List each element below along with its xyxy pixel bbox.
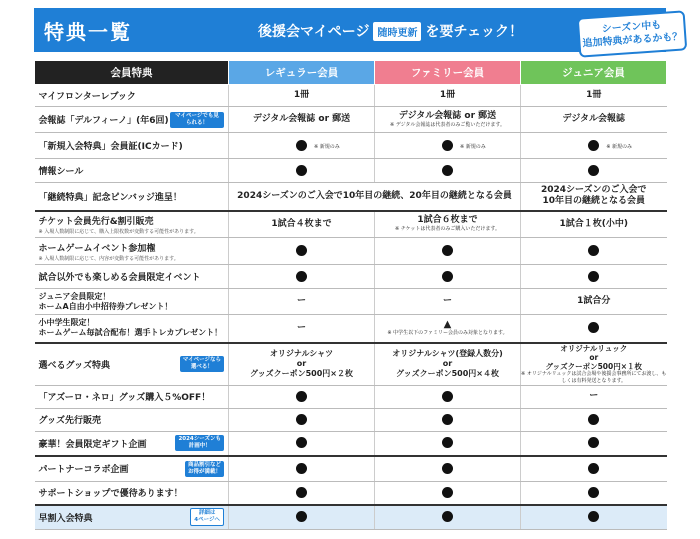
junior-value: 1試合１枚(小中) — [521, 211, 667, 238]
regular-value: ー — [229, 289, 375, 315]
filled-circle-icon — [296, 391, 307, 402]
table-row — [35, 456, 667, 481]
header-banner — [34, 8, 683, 52]
filled-circle-icon — [296, 463, 307, 474]
regular-value — [229, 456, 375, 481]
row-sub-note: ※ 入場人数制限に応じて、購入上限枚数が変動する可能性があります。 — [38, 228, 199, 235]
benefits-table — [34, 60, 667, 530]
regular-value — [229, 505, 375, 529]
family-note: ※ 中学生以下のファミリー会員のみ対象となります。 — [387, 330, 508, 337]
regular-family-value: 2024シーズンのご入会で10年目の継続、20年目の継続となる会員 — [229, 183, 521, 211]
family-value — [375, 505, 521, 529]
regular-line-2: or — [296, 359, 307, 368]
family-line-2: or — [442, 359, 453, 368]
regular-value: ー — [229, 315, 375, 343]
tag-line-1: 詳細は — [198, 510, 216, 517]
tag-line-1: 2024シーズンも — [178, 436, 221, 443]
filled-circle-icon — [442, 437, 453, 448]
family-note: ※ デジタル会報誌は代表者のみご覧いただけます。 — [389, 121, 506, 128]
row-label: 「継続特典」記念ピンバッジ進呈！ — [35, 183, 229, 211]
family-value — [375, 107, 521, 133]
filled-circle-icon — [588, 322, 599, 333]
filled-circle-icon — [588, 165, 599, 176]
row-label: 「アズーロ・ネロ」グッズ購入５%OFF！ — [35, 385, 229, 408]
regular-value — [229, 238, 375, 265]
regular-value — [229, 408, 375, 431]
header-message — [258, 21, 523, 41]
column-header-family: ファミリー会員 — [375, 61, 521, 85]
junior-note: ※ オリジナルリュックは試合会場や後援会事務所にてお渡し、もしくは有料発送となります。 — [521, 370, 667, 384]
regular-line-1: オリジナルシャツ — [269, 349, 334, 358]
family-value — [375, 315, 521, 343]
filled-circle-icon — [296, 487, 307, 498]
partner-tag — [185, 461, 224, 477]
junior-value — [521, 408, 667, 431]
bubble-line-2: 追加特典があるかも？ — [582, 31, 683, 50]
row-label: マイフロンターレブック — [35, 85, 229, 107]
row-label-line-2: ホームゲーム毎試合配布！選手トレカプレゼント！ — [38, 328, 223, 338]
row-label — [35, 238, 229, 265]
family-value — [375, 385, 521, 408]
table-row — [35, 183, 667, 211]
family-note: ※ 新規のみ — [460, 143, 486, 150]
family-note: ※ チケットは代表者のみご購入いただけます。 — [395, 226, 500, 233]
row-label — [35, 211, 229, 238]
junior-value — [521, 315, 667, 343]
family-value-text: デジタル会報誌 or 郵送 — [398, 110, 497, 121]
filled-circle-icon — [588, 437, 599, 448]
column-header-benefit: 会員特典 — [35, 61, 229, 85]
tag-line-1: マイページなら — [182, 357, 221, 363]
family-value — [375, 159, 521, 183]
family-value-text: 1試合６枚まで — [417, 215, 478, 226]
tag-line-2: 選べる！ — [190, 364, 213, 370]
row-label-line-1: ジュニア会員限定！ — [38, 291, 111, 301]
filled-circle-icon — [588, 140, 599, 151]
junior-value — [521, 238, 667, 265]
regular-value — [229, 343, 375, 386]
column-header-regular: レギュラー会員 — [229, 61, 375, 85]
junior-line-3: グッズクーポン500円×１枚 — [545, 361, 643, 371]
bubble-line-1: シーズン中も — [601, 19, 662, 36]
table-row — [35, 85, 667, 107]
row-label: 情報シール — [35, 159, 229, 183]
mypage-tag — [180, 356, 224, 372]
row-label-text: チケット会員先行&割引販売 — [38, 216, 154, 227]
regular-value — [229, 385, 375, 408]
junior-value: 1試合分 — [521, 289, 667, 315]
filled-circle-icon — [588, 487, 599, 498]
row-label-text: 豪華！会員限定ギフト企画 — [38, 439, 147, 450]
filled-circle-icon — [588, 245, 599, 256]
table-row — [35, 431, 667, 456]
row-label-text: ホームゲームイベント参加権 — [38, 243, 156, 254]
update-badge: 随時更新 — [373, 22, 421, 41]
row-label-line-2: ホームA自由小中招待券プレゼント！ — [38, 301, 173, 311]
filled-circle-icon — [442, 511, 453, 522]
regular-value — [229, 265, 375, 289]
tag-line-2: 4ページへ — [194, 517, 220, 524]
family-value — [375, 133, 521, 159]
filled-circle-icon — [442, 245, 453, 256]
junior-value — [521, 456, 667, 481]
junior-value — [521, 133, 667, 159]
table-row — [35, 107, 667, 133]
row-label — [35, 343, 229, 386]
row-label — [35, 456, 229, 481]
family-value — [375, 456, 521, 481]
table-row — [35, 265, 667, 289]
family-line-1: オリジナルシャツ(登録人数分) — [392, 349, 503, 358]
regular-value — [229, 133, 375, 159]
tag-line-1: 商品割引など — [187, 461, 221, 468]
tag-line-2: お得が満載！ — [187, 468, 221, 475]
regular-value — [229, 481, 375, 505]
filled-circle-icon — [442, 487, 453, 498]
table-row — [35, 315, 667, 343]
junior-line-1: 2024シーズンのご入会で — [540, 185, 647, 196]
table-row — [35, 505, 667, 529]
family-value — [375, 343, 521, 386]
family-value — [375, 431, 521, 456]
junior-value — [521, 265, 667, 289]
page-title: 特典一覧 — [44, 20, 132, 44]
row-label — [35, 107, 229, 133]
family-value: ー — [375, 289, 521, 315]
family-value — [375, 408, 521, 431]
junior-value — [521, 481, 667, 505]
filled-circle-icon — [442, 391, 453, 402]
row-label-text: 選べるグッズ特典 — [38, 360, 111, 371]
row-label: サポートショップで優待あります！ — [35, 481, 229, 505]
row-label — [35, 315, 229, 343]
row-label-line-1: 小中学生限定！ — [38, 318, 95, 328]
row-label-text: パートナーコラボ企画 — [38, 465, 129, 476]
filled-circle-icon — [588, 511, 599, 522]
table-row — [35, 211, 667, 238]
filled-circle-icon — [296, 140, 307, 151]
junior-value — [521, 183, 667, 211]
junior-value: デジタル会報誌 — [521, 107, 667, 133]
mypage-tag: マイページでも見られる！ — [170, 112, 224, 128]
regular-line-3: グッズクーポン500円×２枚 — [249, 369, 353, 378]
table-row — [35, 408, 667, 431]
filled-circle-icon — [296, 437, 307, 448]
row-sub-note: ※ 入場人数制限に応じて、内容が変動する可能性があります。 — [38, 255, 179, 262]
filled-circle-icon — [442, 414, 453, 425]
junior-value: 1冊 — [521, 85, 667, 107]
table-row — [35, 159, 667, 183]
table-row — [35, 481, 667, 505]
triangle-icon: ▲ — [443, 319, 452, 331]
row-label: 「新規入会特典」会員証(ICカード) — [35, 133, 229, 159]
family-value — [375, 238, 521, 265]
message-pre: 後援会マイページ — [258, 24, 370, 40]
family-value: 1冊 — [375, 85, 521, 107]
junior-value — [521, 343, 667, 386]
filled-circle-icon — [296, 165, 307, 176]
regular-note: ※ 新規のみ — [314, 143, 340, 150]
row-label-text: 早割入会特典 — [38, 513, 93, 524]
column-header-junior: ジュニア会員 — [521, 61, 667, 85]
message-post: を要チェック！ — [425, 24, 524, 40]
junior-line-2: or — [589, 352, 599, 362]
regular-value: デジタル会報誌 or 郵送 — [229, 107, 375, 133]
row-label: 試合以外でも楽しめる会員限定イベント — [35, 265, 229, 289]
row-label — [35, 505, 229, 529]
row-label — [35, 431, 229, 456]
row-label: グッズ先行販売 — [35, 408, 229, 431]
junior-line-2: 10年目の継続となる会員 — [542, 196, 646, 207]
table-row — [35, 385, 667, 408]
junior-note: ※ 新規のみ — [606, 143, 633, 150]
table-row — [35, 289, 667, 315]
filled-circle-icon — [442, 140, 453, 151]
filled-circle-icon — [588, 271, 599, 282]
junior-value — [521, 159, 667, 183]
filled-circle-icon — [296, 245, 307, 256]
junior-value — [521, 505, 667, 529]
family-value — [375, 211, 521, 238]
junior-value: ー — [521, 385, 667, 408]
filled-circle-icon — [588, 463, 599, 474]
row-label-text: 会報誌「デルフィーノ」(年6回) — [38, 116, 169, 126]
junior-value — [521, 431, 667, 456]
table-row — [35, 343, 667, 386]
filled-circle-icon — [296, 271, 307, 282]
regular-value: 1試合４枚まで — [229, 211, 375, 238]
table-row — [35, 133, 667, 159]
filled-circle-icon — [296, 511, 307, 522]
filled-circle-icon — [588, 414, 599, 425]
regular-value — [229, 431, 375, 456]
tag-line-2: 計画中！ — [188, 443, 211, 450]
see-page-link[interactable] — [190, 508, 224, 526]
row-label — [35, 289, 229, 315]
family-line-3: グッズクーポン500円×４枚 — [395, 369, 499, 378]
regular-value — [229, 159, 375, 183]
season-tag — [175, 435, 224, 451]
filled-circle-icon — [442, 463, 453, 474]
speech-bubble — [577, 10, 688, 57]
family-value — [375, 481, 521, 505]
regular-value: 1冊 — [229, 85, 375, 107]
filled-circle-icon — [296, 414, 307, 425]
junior-line-1: オリジナルリュック — [560, 343, 628, 353]
filled-circle-icon — [442, 165, 453, 176]
filled-circle-icon — [442, 271, 453, 282]
table-row — [35, 238, 667, 265]
family-value — [375, 265, 521, 289]
